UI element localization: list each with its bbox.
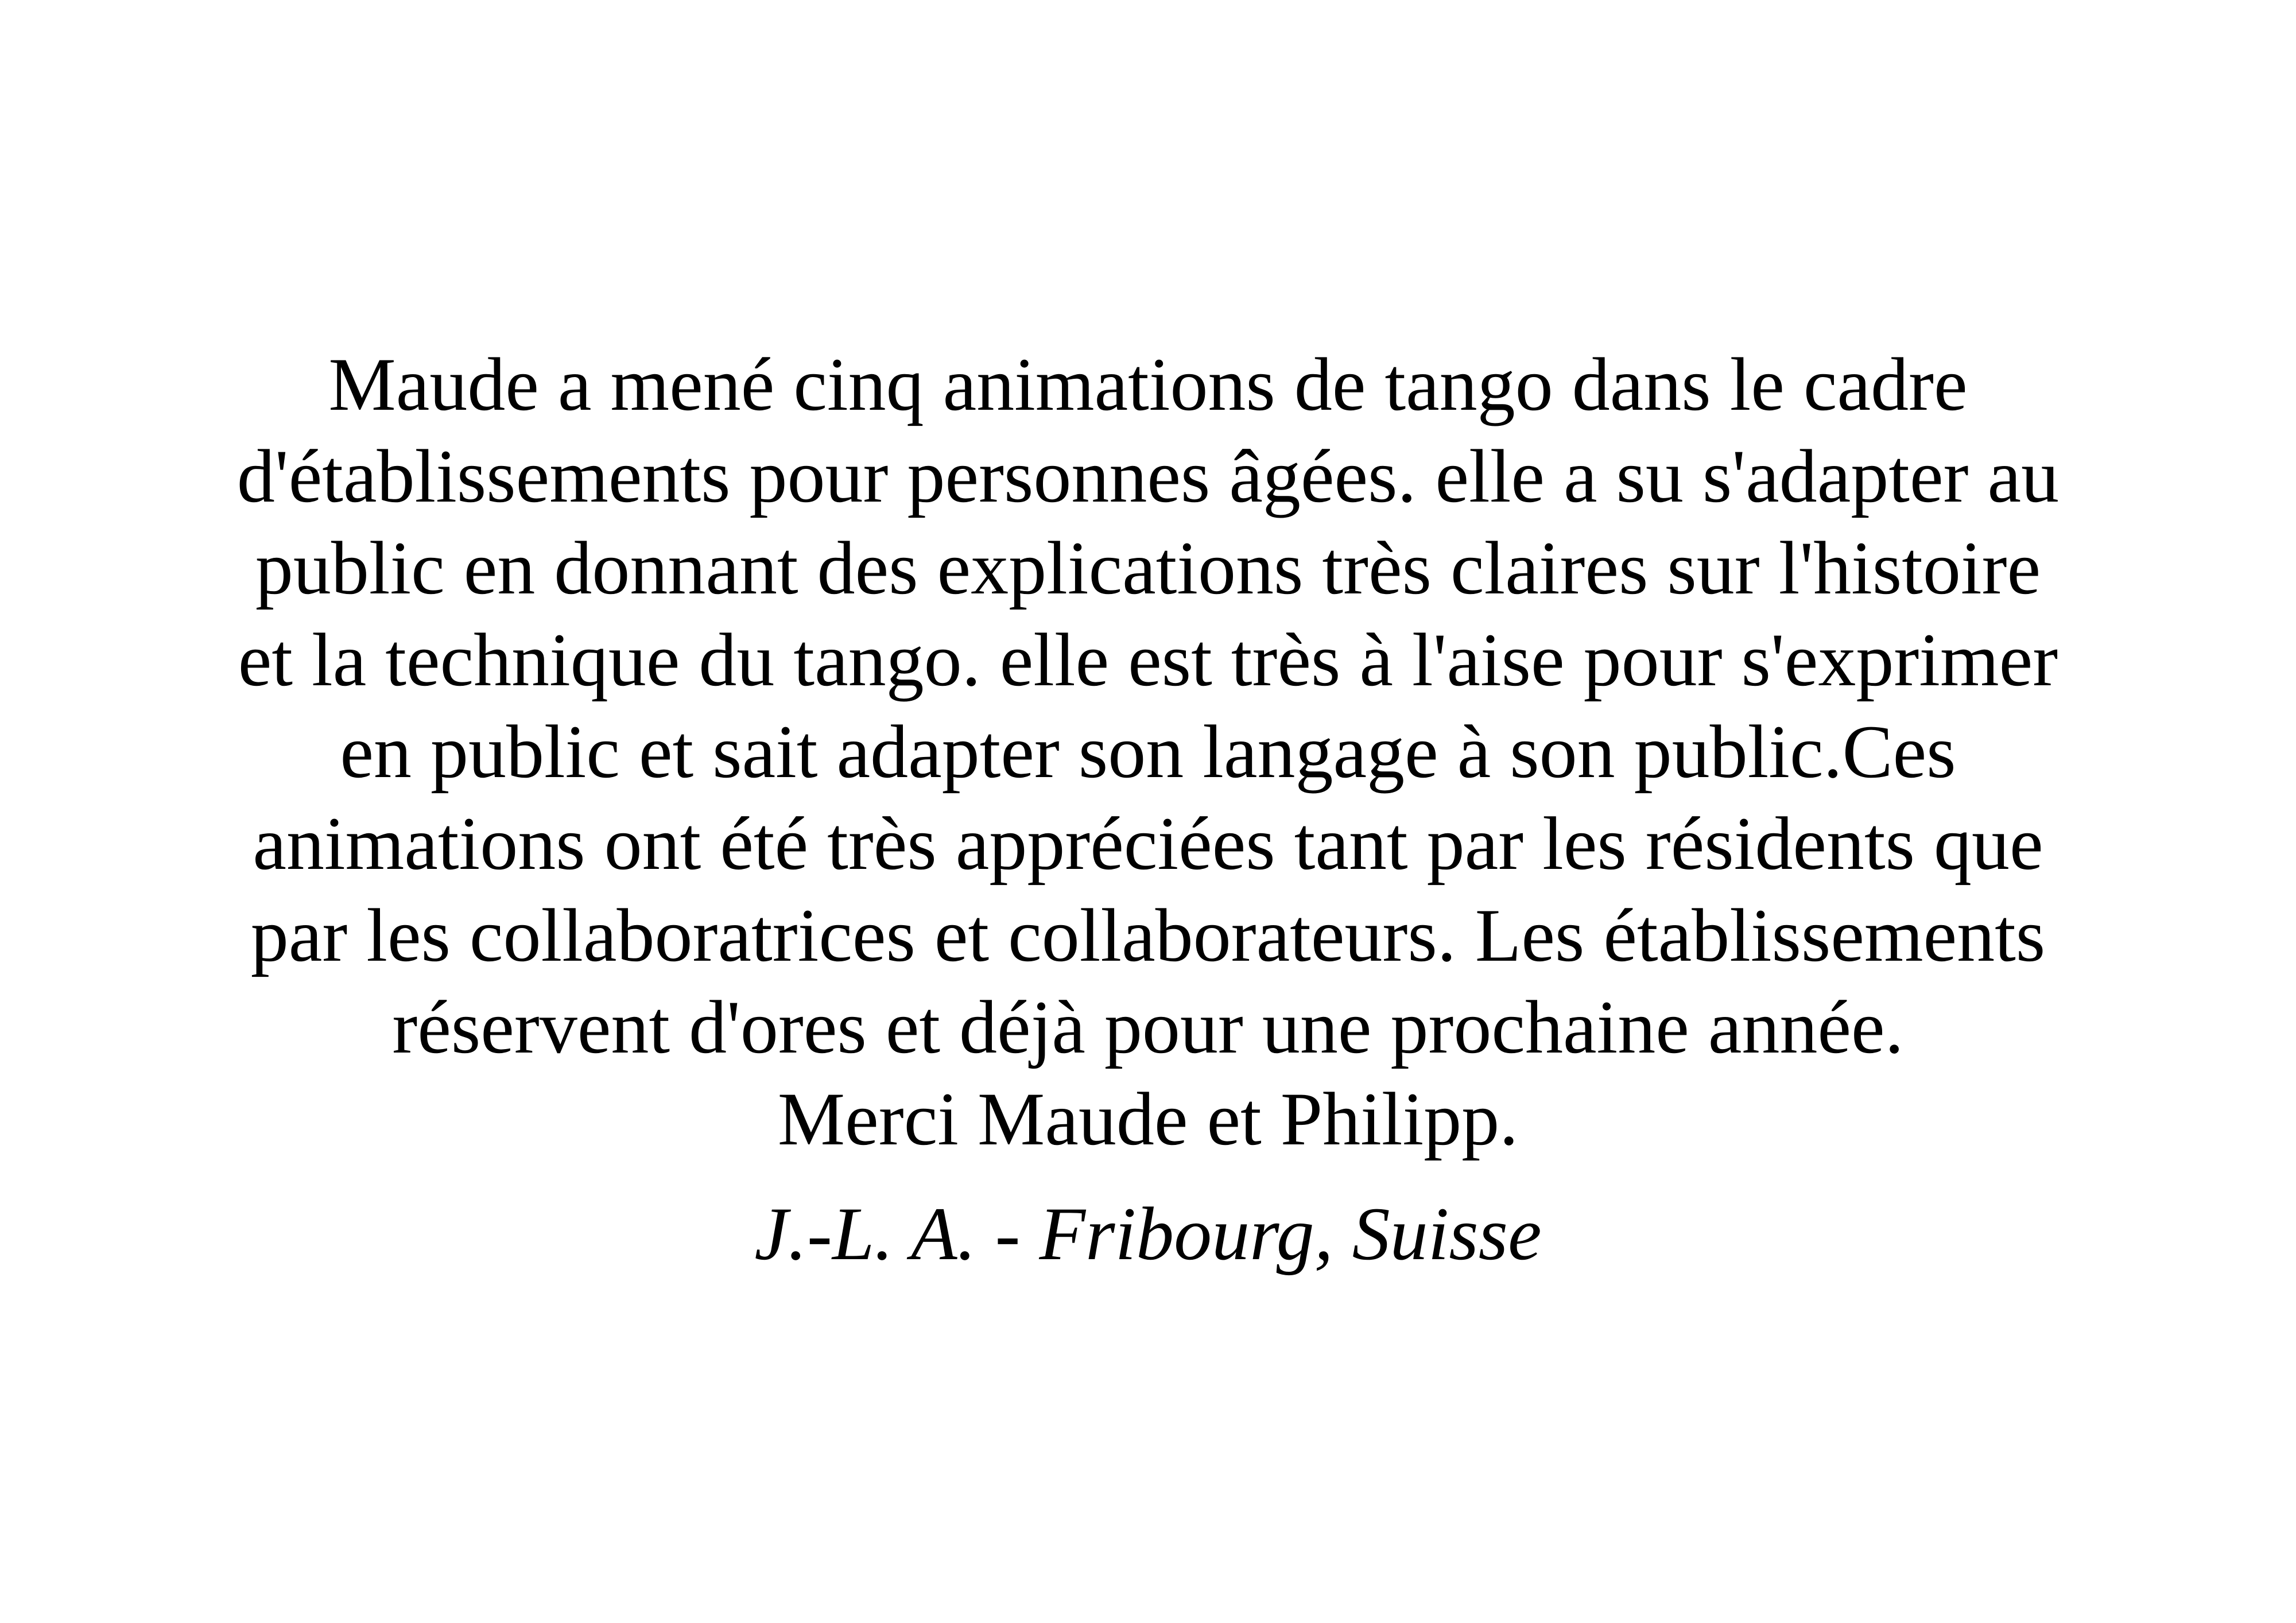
testimonial-line: d'établissements pour personnes âgées. elle a su s'adapter au [236,434,2060,518]
testimonial-line: et la technique du tango. elle est très à l'aise pour s'exprimer [238,618,2058,702]
testimonial-line: public en donnant des explications très claires sur l'histoire [255,526,2041,610]
testimonial-line: Maude a mené cinq animations de tango dans le cadre [328,342,1968,426]
testimonial-body [115,339,2181,1165]
testimonial-block [115,339,2181,1280]
testimonial-line: par les collaboratrices et collaborateurs. Les établissements [250,893,2046,977]
testimonial-line: en public et sait adapter son langage à son public.Ces [340,709,1956,794]
testimonial-line: animations ont été très appréciées tant par les résidents que [253,801,2043,886]
testimonial-closing-line: Merci Maude et Philipp. [777,1077,1519,1161]
testimonial-signature: J.-L. A. - Fribourg, Suisse [754,1191,1542,1276]
testimonial-line: réservent d'ores et déjà pour une prochaine année. [392,985,1904,1069]
